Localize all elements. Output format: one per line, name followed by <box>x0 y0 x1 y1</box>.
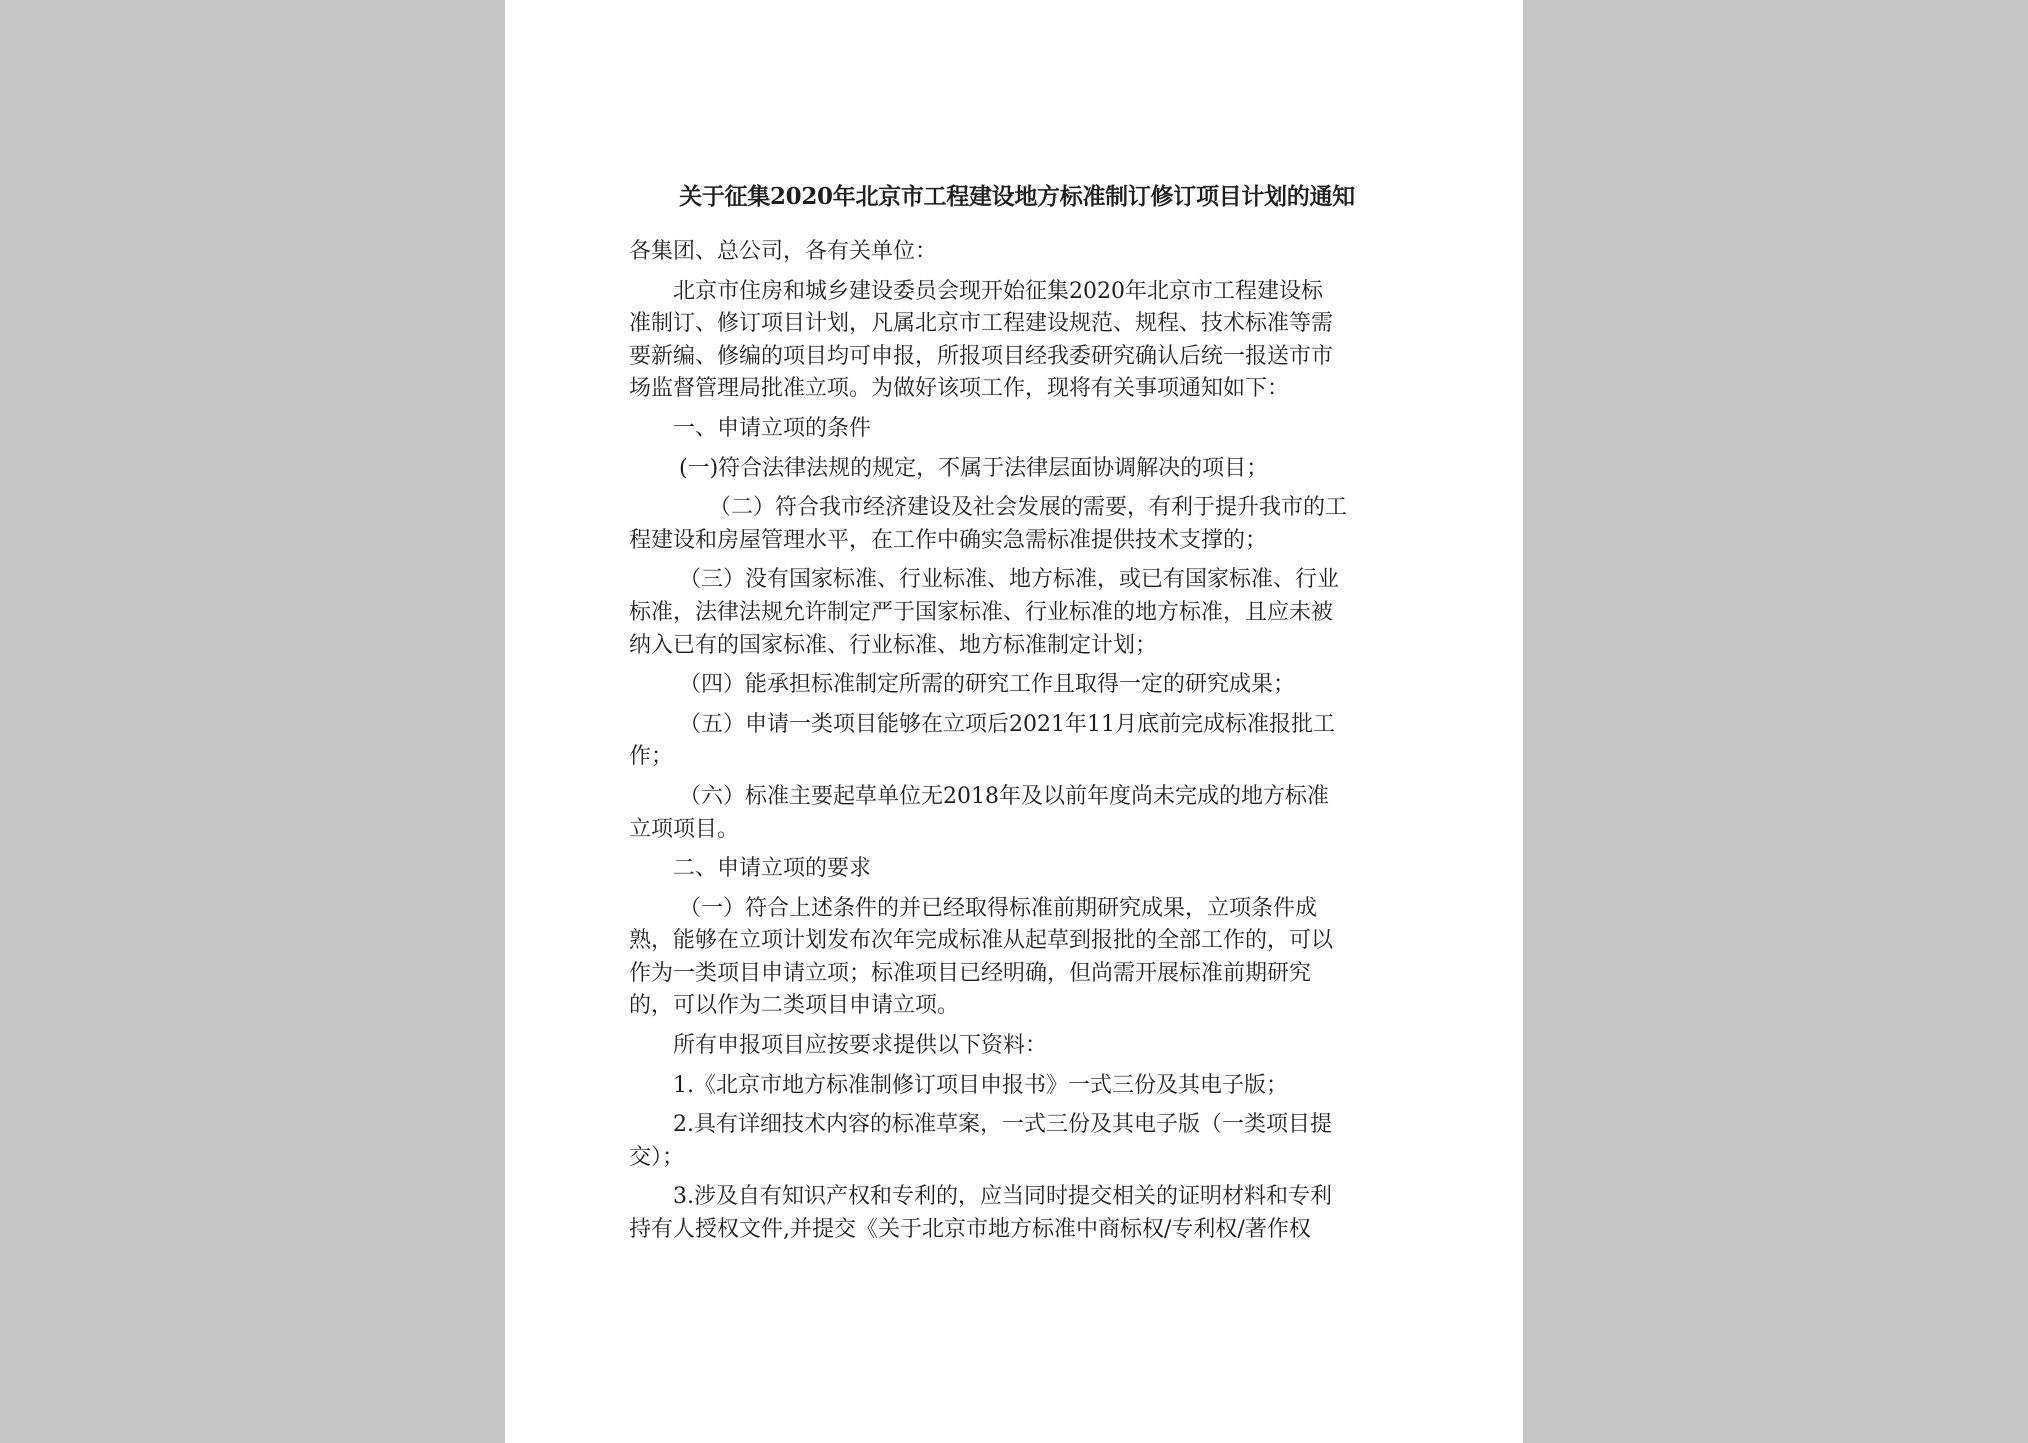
paragraph <box>629 564 1405 662</box>
paragraph-line: 立项项目。 <box>629 816 740 842</box>
paragraph-line: （四）能承担标准制定所需的研究工作且取得一定的研究成果； <box>679 672 1296 698</box>
paragraph-line: (一)符合法律法规的规定，不属于法律层面协调解决的项目； <box>679 455 1269 481</box>
paragraph <box>629 1070 1405 1103</box>
document-title: 关于征集2020年北京市工程建设地方标准制订修订项目计划的通知 <box>679 183 1355 210</box>
paragraph-line: 2.具有详细技术内容的标准草案，一式三份及其电子版（一类项目提 <box>673 1112 1332 1138</box>
paragraph-line: 作为一类项目申请立项；标准项目已经明确，但尚需开展标准前期研究 <box>629 960 1312 986</box>
paragraph <box>629 709 1405 774</box>
paragraph <box>629 893 1405 1023</box>
paragraph <box>629 853 1405 886</box>
paragraph <box>629 669 1405 702</box>
paragraph-line: 程建设和房屋管理水平，在工作中确实急需标准提供技术支撑的； <box>629 527 1268 553</box>
paragraph-line: 准制订、修订项目计划，凡属北京市工程建设规范、规程、技术标准等需 <box>629 311 1334 337</box>
paragraph <box>629 413 1405 446</box>
paragraph-line: 纳入已有的国家标准、行业标准、地方标准制定计划； <box>629 632 1158 658</box>
paragraph-line: 北京市住房和城乡建设委员会现开始征集2020年北京市工程建设标 <box>673 278 1323 304</box>
paragraph-line: 所有申报项目应按要求提供以下资料： <box>673 1033 1048 1059</box>
paragraph-line: 交）； <box>629 1144 685 1170</box>
paragraph <box>629 1181 1405 1246</box>
paragraph-line: 熟，能够在立项计划发布次年完成标准从起草到报批的全部工作的，可以 <box>629 928 1334 954</box>
paragraph-line: 的，可以作为二类项目申请立项。 <box>629 993 960 1019</box>
paragraph-line: 3.涉及自有知识产权和专利的，应当同时提交相关的证明材料和专利 <box>673 1184 1332 1210</box>
salutation-line: 各集团、总公司，各有关单位： <box>629 239 938 264</box>
paragraph-line: （六）标准主要起草单位无2018年及以前年度尚未完成的地方标准 <box>679 783 1329 809</box>
paragraph-line: 作； <box>629 744 674 770</box>
paragraph <box>629 1030 1405 1063</box>
paragraph-line: （五）申请一类项目能够在立项后2021年11月底前完成标准报批工 <box>679 711 1335 737</box>
document-body <box>629 180 1405 1254</box>
paragraph-line: 要新编、修编的项目均可申报，所报项目经我委研究确认后统一报送市市 <box>629 343 1334 369</box>
document-page <box>505 0 1523 1443</box>
paragraph-line: 1.《北京市地方标准制修订项目申报书》一式三份及其电子版； <box>673 1072 1288 1098</box>
paragraph <box>629 276 1405 406</box>
paragraph-line: （三）没有国家标准、行业标准、地方标准，或已有国家标准、行业 <box>679 567 1340 593</box>
paragraph-line: （二）符合我市经济建设及社会发展的需要，有利于提升我市的工 <box>709 495 1348 521</box>
salutation <box>629 236 1405 269</box>
paragraph-line: 场监督管理局批准立项。为做好该项工作，现将有关事项通知如下： <box>629 376 1290 402</box>
paragraph <box>629 453 1405 486</box>
paragraph-list <box>629 276 1405 1247</box>
paragraph-line: 二、申请立项的要求 <box>673 856 872 882</box>
paragraph-line: （一）符合上述条件的并已经取得标准前期研究成果，立项条件成 <box>679 895 1318 921</box>
paragraph-line: 标准，法律法规允许制定严于国家标准、行业标准的地方标准，且应未被 <box>629 599 1334 625</box>
paragraph <box>629 781 1405 846</box>
paragraph-line: 一、申请立项的条件 <box>673 415 872 441</box>
paragraph-line: 持有人授权文件,并提交《关于北京市地方标准中商标权/专利权/著作权 <box>629 1217 1311 1243</box>
paragraph <box>629 492 1405 557</box>
paragraph <box>629 1109 1405 1174</box>
